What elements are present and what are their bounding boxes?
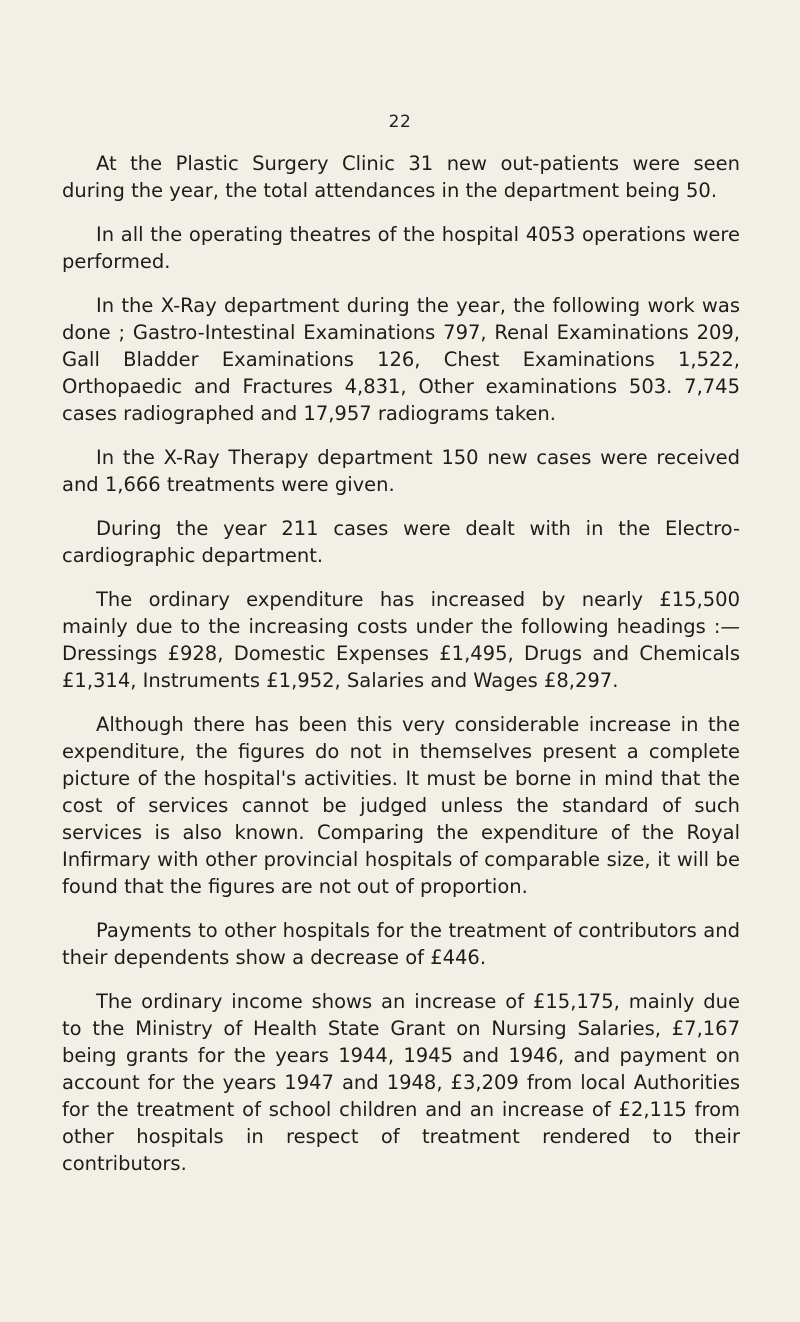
paragraph-expenditure-context: Although there has been this very considerable increase in the expenditure, the figures do not in themselves present a complete picture of the hospital's activities. It must be borne in mind that the cost of services cannot be judged unless the standard of such services is also known. Comparing the expenditure of the Royal Infirmary with other provincial hospitals of comparable size, it will be found that the figures are not out of proportion. <box>62 713 740 898</box>
paragraph-payments-other-hospitals: Payments to other hospitals for the treatment of contributors and their dependents show a decrease of £446. <box>62 919 740 969</box>
paragraph-ordinary-income: The ordinary income shows an increase of £15,175, mainly due to the Ministry of Health State Grant on Nursing Salaries, £7,167 being grants for the years 1944, 1945 and 1946, and payment on account for the years 1947 and 1948, £3,209 from local Authorities for the treatment of school children and an increase of £2,115 from other hospitals in respect of treatment rendered to their contributors. <box>62 990 740 1175</box>
page-number: 22 <box>388 112 412 132</box>
document-body <box>62 150 740 1194</box>
paragraph-x-ray-department: In the X-Ray department during the year, the following work was done ; Gastro-Intestinal Examinations 797, Renal Examinations 209, Gall Bladder Examinations 126, Chest Examinations 1,522, Orthopaedic and Fractures 4,831, Other examinations 503. 7,745 cases radiographed and 17,957 radiograms taken. <box>62 294 740 425</box>
paragraph-electrocardiographic: During the year 211 cases were dealt with in the Electro-cardiographic department. <box>62 517 740 567</box>
paragraph-ordinary-expenditure: The ordinary expenditure has increased by nearly £15,500 mainly due to the increasing costs under the following headings :— Dressings £928, Domestic Expenses £1,495, Drugs and Chemicals £1,314, Instruments £1,952, Salaries and Wages £8,297. <box>62 588 740 692</box>
paragraph-plastic-surgery: At the Plastic Surgery Clinic 31 new out-patients were seen during the year, the total attendances in the department being 50. <box>62 152 740 202</box>
paragraph-operating-theatres: In all the operating theatres of the hospital 4053 operations were performed. <box>62 223 740 273</box>
paragraph-x-ray-therapy: In the X-Ray Therapy department 150 new cases were received and 1,666 treatments were given. <box>62 446 740 496</box>
